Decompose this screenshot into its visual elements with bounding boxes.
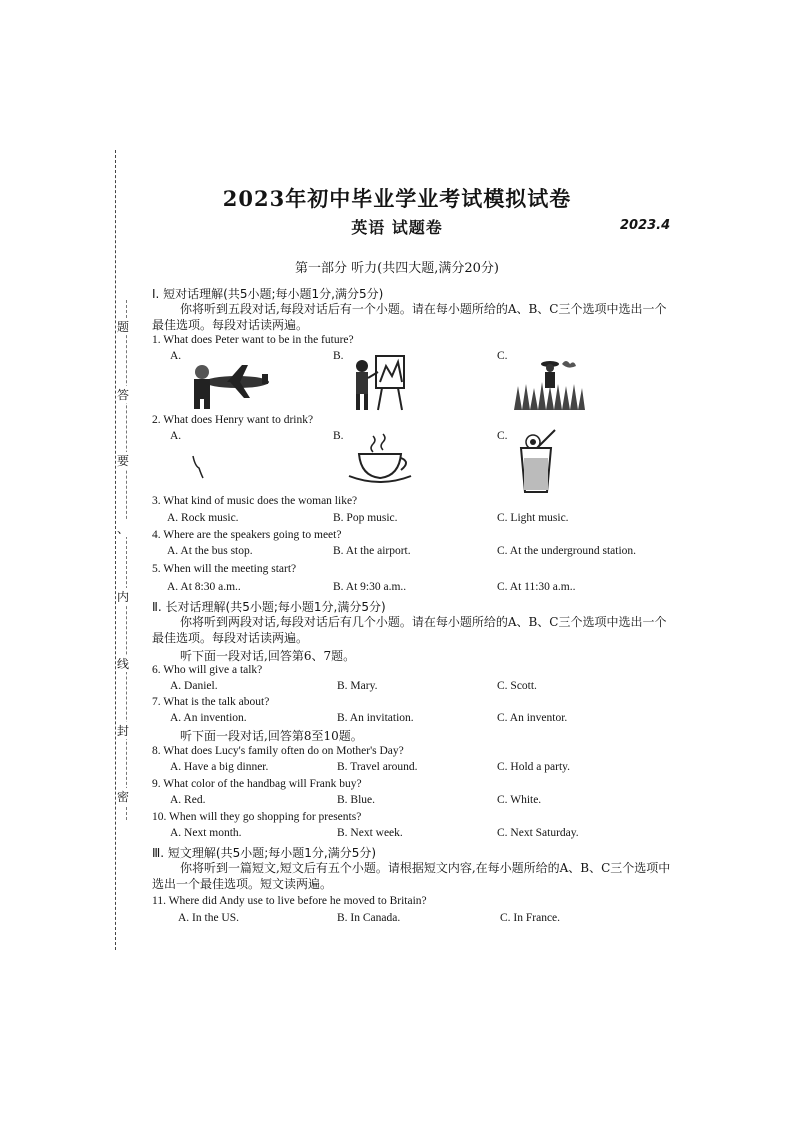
binding-char: 答	[117, 388, 130, 402]
option-b: B. An invitation.	[337, 712, 414, 724]
option-a: A. At the bus stop.	[167, 545, 253, 557]
option-a: A. An invention.	[170, 712, 247, 724]
question-text: 7. What is the talk about?	[152, 696, 270, 708]
juice-glass-image	[515, 428, 565, 496]
binding-char: 封	[117, 724, 130, 738]
page-title: 2023年初中毕业学业考试模拟试卷	[222, 186, 572, 211]
option-a: A. Red.	[170, 794, 206, 806]
binding-char: 题	[117, 320, 130, 334]
section-heading: Ⅰ. 短对话理解(共5小题;每小题1分,满分5分)	[152, 287, 384, 301]
option-b: B. Blue.	[337, 794, 376, 806]
question-text: 6. Who will give a talk?	[152, 664, 263, 676]
option-b: B. At the airport.	[333, 545, 411, 557]
option-c: C. An inventor.	[497, 712, 568, 724]
option-a: A. Daniel.	[170, 680, 218, 692]
option-c: C. In France.	[500, 912, 561, 924]
option-b: B. Pop music.	[333, 512, 398, 524]
option-b: B.	[333, 350, 344, 362]
option-c: C. Light music.	[497, 512, 569, 524]
option-b: B. At 9:30 a.m..	[333, 581, 407, 593]
binding-line-inner	[126, 300, 127, 820]
option-c: C. Scott.	[497, 680, 537, 692]
option-a: A. In the US.	[178, 912, 240, 924]
subject-title: 英语 试题卷	[351, 218, 443, 237]
question-text: 9. What color of the handbag will Frank buy?	[152, 778, 362, 790]
pilot-airplane-image	[182, 360, 272, 410]
milk-drink-image	[185, 452, 215, 482]
question-text: 1. What does Peter want to be in the future?	[152, 334, 354, 346]
option-c: C.	[497, 350, 508, 362]
exam-date: 2023.4	[620, 218, 671, 233]
section-note: 听下面一段对话,回答第6、7题。	[180, 649, 356, 663]
binding-char: 、	[117, 522, 130, 536]
binding-char: 内	[117, 590, 130, 604]
coffee-cup-image	[345, 432, 415, 484]
section-instruction: 你将听到两段对话,每段对话后有几个小题。请在每小题所给的A、B、C三个选项中选出一个最佳选项。每段对话读两遍。	[152, 615, 667, 645]
binding-char: 要	[117, 454, 130, 468]
option-a: A. At 8:30 a.m..	[167, 581, 241, 593]
option-a: A. Next month.	[170, 827, 242, 839]
option-b: B. In Canada.	[337, 912, 401, 924]
option-c: C. Hold a party.	[497, 761, 571, 773]
section-heading: Ⅲ. 短文理解(共5小题;每小题1分,满分5分)	[152, 846, 377, 860]
option-a: A.	[170, 350, 182, 362]
question-text: 10. When will they go shopping for presents?	[152, 811, 362, 823]
option-c: C. At 11:30 a.m..	[497, 581, 576, 593]
question-text: 2. What does Henry want to drink?	[152, 414, 314, 426]
question-text: 3. What kind of music does the woman like?	[152, 495, 358, 507]
option-a: A. Have a big dinner.	[170, 761, 269, 773]
option-b: B. Travel around.	[337, 761, 418, 773]
farmer-field-image	[512, 356, 587, 412]
section-instruction: 你将听到一篇短文,短文后有五个小题。请根据短文内容,在每小题所给的A、B、C三个选项中选出一个最佳选项。短文读两遍。	[152, 861, 671, 891]
section-instruction: 你将听到五段对话,每段对话后有一个小题。请在每小题所给的A、B、C三个选项中选出一个最佳选项。每段对话读两遍。	[152, 302, 667, 332]
section-heading: Ⅱ. 长对话理解(共5小题;每小题1分,满分5分)	[152, 600, 386, 614]
section-note: 听下面一段对话,回答第8至10题。	[180, 729, 363, 743]
binding-char: 密	[117, 790, 130, 804]
option-c: C. At the underground station.	[497, 545, 637, 557]
option-b: B.	[333, 430, 344, 442]
option-b: B. Mary.	[337, 680, 378, 692]
question-text: 5. When will the meeting start?	[152, 563, 297, 575]
binding-char: 线	[117, 657, 130, 671]
option-c: C.	[497, 430, 508, 442]
painter-easel-image	[350, 352, 410, 412]
option-b: B. Next week.	[337, 827, 403, 839]
question-text: 8. What does Lucy's family often do on Mother's Day?	[152, 745, 404, 757]
option-c: C. White.	[497, 794, 542, 806]
part-heading: 第一部分 听力(共四大题,满分20分)	[295, 261, 499, 276]
question-text: 4. Where are the speakers going to meet?	[152, 529, 342, 541]
option-a: A.	[170, 430, 182, 442]
option-c: C. Next Saturday.	[497, 827, 579, 839]
option-a: A. Rock music.	[167, 512, 239, 524]
question-text: 11. Where did Andy use to live before he moved to Britain?	[152, 895, 427, 907]
